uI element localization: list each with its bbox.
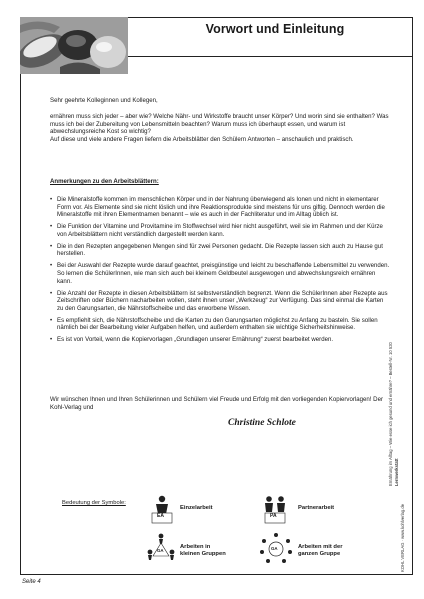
notes-list: [50, 196, 390, 344]
closing-block: [50, 396, 390, 411]
badge-ga-small: GA: [157, 548, 164, 553]
symbol-label-whole-group-line1: Arbeiten mit der: [298, 544, 343, 550]
page-title: Vorwort und Einleitung: [205, 22, 345, 36]
notes-item: • Es ist von Vorteil, wenn die Kopiervorlagen „Grundlagen unserer Ernährung“ zuerst bearbeitet werden.: [50, 336, 390, 344]
notes-item: • Die Funktion der Vitamine und Provitamine im Stoffwechsel wird hier nicht ausgeführt, weil sie im Rahmen und der Kürze von Arbeitsblättern nicht verständlich dargestellt werden kann.: [50, 223, 390, 238]
symbol-label-small-group-line1: Arbeiten in: [180, 544, 211, 550]
badge-ga-whole: GA: [271, 546, 278, 551]
badge-ea: EA: [157, 513, 164, 519]
single-person-icon: [150, 494, 174, 529]
publisher-text: KOHL VERLAG · www.kohlverlag.de: [400, 503, 405, 572]
side-info-series: Lernwerkstatt: [394, 458, 399, 486]
notes-item: • Die Anzahl der Rezepte in diesen Arbeitsblättern ist selbstverständlich begrenzt. Wenn die SchülerInnen aber Rezepte aus Zeitschriften oder Büchern nacharbeiten wollen, steht ihnen unser „Werkzeug“ zur Verfügung. Das sind einmal die Karten zu den Garungsarten, die Nährstoffscheibe und das erworbene Wissen.: [50, 290, 390, 313]
notes-item: • Die in den Rezepten angegebenen Mengen sind für zwei Personen gedacht. Die Rezepte lassen sich auch zu Hause gut herstellen.: [50, 243, 390, 258]
greeting: Sehr geehrte Kolleginnen und Kollegen,: [50, 97, 158, 104]
symbol-label-whole-group-line2: ganzen Gruppe: [298, 551, 341, 557]
signature: Christine Schlote: [228, 418, 296, 428]
symbol-label-whole-group: [298, 544, 342, 558]
notes-list-block: [50, 196, 390, 348]
closing-text: Wir wünschen Ihnen und Ihren Schülerinnen und Schülern viel Freude und Erfolg mit den vorliegenden Kopiervorlagen! Der Kohl-Verlag und: [50, 396, 383, 411]
notes-item: • Es empfiehlt sich, die Nährstoffscheibe und die Karten zu den Garungsarten möglichst zu Anfang zu basteln. Sie sollen nämlich bei der Bearbeitung vieler Aufgaben helfen, und außerdem enthalten sie wichtige Sicherheitshinweise.: [50, 317, 390, 332]
two-persons-icon: [262, 494, 288, 529]
intro-paragraph: ernähren muss sich jeder – aber wie? Welche Nähr- und Wirkstoffe braucht unser Körper? Und worin sind sie enthalten? Was muss ich bei der Zubereitung von Lebensmitteln beachten? Warum muss ich überhaupt essen, und warum ist abwechslungsreiche Kost so wichtig?: [50, 113, 389, 136]
symbols-legend-label: Bedeutung der Symbole:: [62, 500, 126, 506]
page-number: Seite 4: [22, 579, 41, 585]
small-group-icon: [146, 532, 176, 567]
notes-heading: Anmerkungen zu den Arbeitsblättern:: [50, 178, 159, 185]
notes-section: [50, 178, 390, 186]
intro-section: [50, 97, 390, 105]
symbol-label-small-group: [180, 544, 226, 558]
symbol-label-small-group-line2: kleinen Gruppen: [180, 551, 226, 557]
header-food-photo: [20, 17, 128, 74]
symbol-label-single: Einzelarbeit: [180, 505, 213, 511]
side-info-title: Ernährung im Alltag – Wie esse ich gesund und ernähre? – Bestell-Nr. 10 520: [388, 342, 393, 486]
intro-paragraph-block: [50, 113, 390, 143]
intro-paragraph-2: Auf diese und viele andere Fragen liefern die Arbeitsblätter den Schülern Antworten – anschaulich und praktisch.: [50, 135, 354, 143]
whole-group-icon: [260, 532, 292, 569]
badge-pa: PA: [270, 513, 277, 519]
symbol-label-partner: Partnerarbeit: [298, 505, 335, 511]
notes-item: • Die Mineralstoffe kommen im menschlichen Körper und in der Nahrung überwiegend als Ionen und nicht in elementarer Form vor. Als Elemente sind sie nicht löslich und ihre Reaktionsprodukte sind meistens für uns giftig. Dennoch werden die Mineralstoffe mit ihren Elementnamen benannt – wie es auch in der Fachliteratur und im Alltag üblich ist.: [50, 196, 390, 219]
notes-item: • Bei der Auswahl der Rezepte wurde darauf geachtet, preisgünstige und leicht zu beschaffende Lebensmittel zu verwenden. So lernen die SchülerInnen, wie man sich auch bei kleinem Geldbeutel ausgewogen und abwechslungsreich ernähren kann.: [50, 262, 390, 285]
